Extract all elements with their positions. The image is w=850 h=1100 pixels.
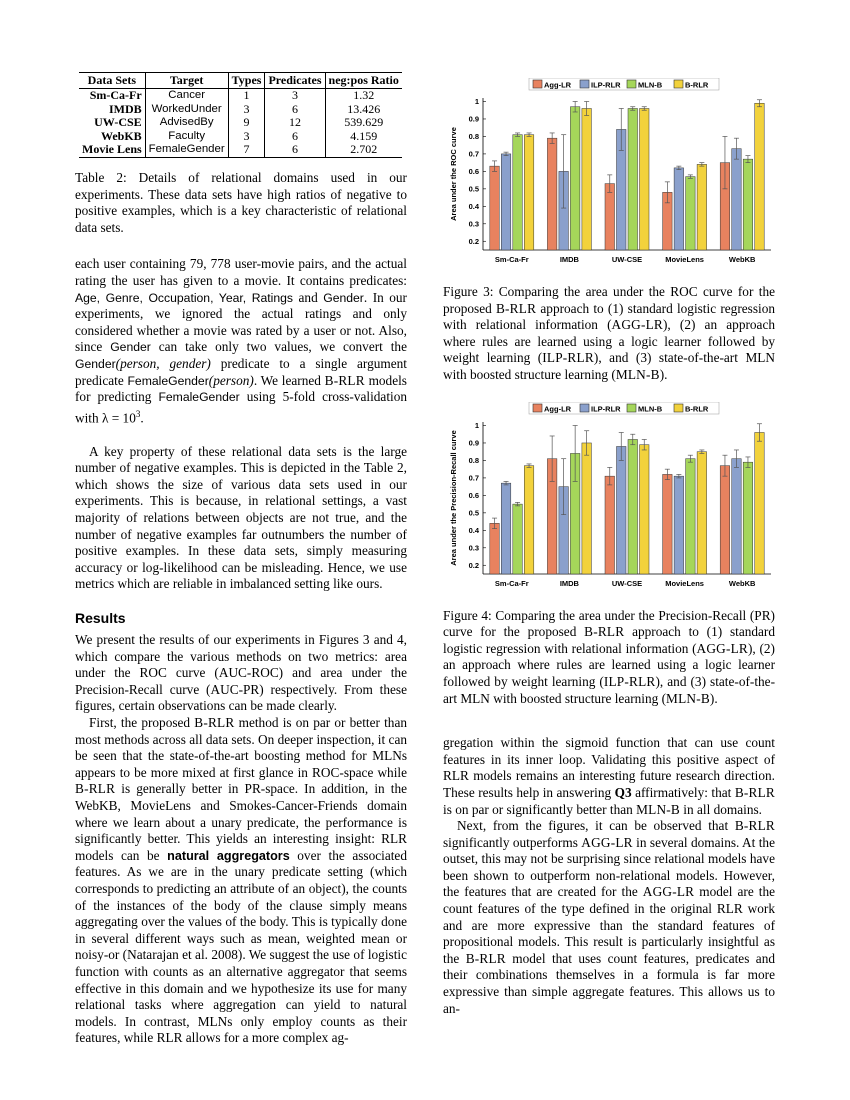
legend-swatch — [533, 404, 542, 412]
bar — [743, 462, 753, 574]
legend-swatch — [580, 80, 589, 88]
table-cell: Faculty — [145, 130, 228, 144]
paragraph-movielens: each user containing 79, 778 user-movie pairs, and the actual rating the user has given to a movie. It contains predicates: Age, Genre, Occupation, Year, Ratings and Gender. In our experiments, we ignored the actual ratings and only considered whether a movie was rated by a user or not. Also, since Gender can take only two values, we convert the Gender(person, gender) predicate to a single argument predicate FemaleGender(person). We learned B-RLR models for predicting FemaleGender using 5-fold cross-validation with $\lambda = 10^3$. — [75, 256, 408, 426]
y-tick-label: 0.3 — [468, 542, 479, 552]
table-cell: 3 — [228, 103, 265, 117]
legend-swatch — [580, 404, 589, 412]
table-cell: 6 — [265, 103, 325, 117]
table-cell: IMDB — [109, 101, 142, 116]
bar — [743, 159, 753, 250]
y-tick-label: 0.4 — [468, 201, 479, 211]
table-cell: 1.32 — [325, 89, 402, 103]
bar — [686, 458, 696, 573]
paragraph-agglr: Next, from the figures, it can be observed that B-RLR significantly outperforms AGG-LR in several domains. At the outset, this may not be surprising since relational models have been shown to outperform non-relational models. However, the features that are created for the AGG-LR model are the count features of the type defined in the original RLR work and are more expressive than the standard features of propositional models. This result is particularly insightful as the B-RLR model that uses count features, predicates and their combinations themselves in a formula is far more expressive than simple aggregate features. This allows us to an- — [443, 818, 775, 1016]
legend-swatch — [533, 80, 542, 88]
table-cell: 6 — [265, 130, 325, 144]
table-cell: Movie Lens — [79, 143, 145, 157]
y-tick-label: 1 — [474, 420, 479, 430]
paragraph-results-intro: We present the results of our experiments in Figures 3 and 4, which compare the various methods on two metrics: area under the ROC curve (AUC-ROC) and area under the Precision-Recall curve (AUC-PR) respectively. From these figures, certain observations can be made clearly. — [75, 632, 407, 714]
table-row — [79, 103, 402, 117]
table-row — [79, 116, 402, 130]
bar — [697, 451, 707, 573]
figure-4-caption: Figure 4: Comparing the area under the Precision-Recall (PR) curve for the proposed B-RLR approach to (1) standard logistic regression with relational information (AGG-LR), (2) an approach where rules are learned using a logic learner followed by weight learning (ILP-RLR), and (3) state-of-the-art MLN with boosted structure learning (MLN-B). — [443, 607, 776, 706]
bar — [674, 476, 684, 574]
table-cell: 12 — [265, 116, 325, 130]
bar — [720, 465, 730, 573]
bar — [582, 443, 592, 574]
legend-swatch — [674, 404, 683, 412]
bar — [490, 523, 500, 574]
y-axis-label: Area under the ROC curve — [449, 127, 458, 221]
bar — [617, 446, 627, 574]
left-column — [75, 72, 407, 1047]
legend-swatch — [627, 404, 636, 412]
y-tick-label: 0.4 — [468, 525, 479, 535]
y-axis-label: Area under the Precision-Recall curve — [449, 429, 458, 566]
y-tick-label: 0.3 — [468, 219, 479, 229]
bar — [640, 108, 650, 250]
bar — [628, 108, 638, 250]
table-header-row — [79, 73, 402, 89]
bar — [686, 177, 696, 250]
table-cell: 7 — [228, 143, 265, 157]
table-cell: 6 — [265, 143, 325, 157]
legend-label: MLN-B — [638, 404, 663, 414]
x-tick-label: IMDB — [559, 255, 579, 264]
bar — [663, 474, 673, 574]
legend-swatch — [674, 80, 683, 88]
x-tick-label: MovieLens — [665, 255, 704, 264]
y-tick-label: 0.7 — [468, 472, 479, 482]
legend-label: B-RLR — [685, 404, 709, 414]
table-cell: WorkedUnder — [145, 103, 228, 117]
table-cell: 539.629 — [325, 116, 402, 130]
bar — [755, 103, 765, 250]
bar — [524, 135, 534, 250]
bar — [732, 149, 742, 250]
bar — [582, 108, 592, 250]
legend-label: Agg-LR — [544, 80, 572, 90]
legend-swatch — [627, 80, 636, 88]
table-row — [79, 143, 402, 157]
bar — [524, 465, 534, 573]
figure-3-roc-chart — [443, 78, 775, 278]
table-row — [79, 89, 402, 103]
results-heading: Results — [75, 610, 126, 627]
y-tick-label: 1 — [474, 96, 479, 106]
figure-3-caption: Figure 3: Comparing the area under the ROC curve for the proposed B-RLR approach to (1) standard logistic regression with relational information (AGG-LR), (2) an approach where rules are learned using a logic learner followed by weight learning (ILP-RLR), and (3) state-of-the-art MLN with boosted structure learning (MLN-B). — [443, 284, 775, 382]
right-column — [443, 72, 775, 1017]
bar — [513, 135, 523, 250]
legend-label: ILP-RLR — [591, 80, 621, 90]
y-tick-label: 0.5 — [468, 507, 479, 517]
legend-label: B-RLR — [685, 80, 709, 90]
table-cell: 2.702 — [325, 143, 402, 157]
table-cell: 9 — [228, 116, 265, 130]
y-tick-label: 0.9 — [468, 438, 479, 448]
x-tick-label: Sm-Ca-Fr — [494, 255, 529, 264]
legend-label: Agg-LR — [544, 404, 572, 414]
y-tick-label: 0.2 — [468, 560, 479, 570]
table-header-cell: Target — [145, 73, 228, 89]
paragraph-negatives: A key property of these relational data sets is the large number of negative examples. This is depicted in the Table 2, which shows the size of various data sets used in our experiments. This is because, in relational settings, a vast majority of relations between objects are not true, and the number of negative examples far outnumbers the number of positive examples. In these data sets, simply measuring accuracy or log-likelihood can be misleading. Hence, we use metrics which are reliable in imbalanced setting like ours. — [75, 443, 407, 592]
table-cell: AdvisedBy — [145, 116, 228, 130]
x-tick-label: UW-CSE — [611, 578, 643, 588]
table-header-cell: Data Sets — [79, 73, 145, 89]
table-cell: 13.426 — [325, 103, 402, 117]
table-header-cell: Predicates — [265, 73, 325, 89]
bar — [501, 483, 511, 574]
y-tick-label: 0.9 — [468, 114, 479, 124]
y-tick-label: 0.7 — [468, 149, 479, 159]
table-cell: 1 — [228, 89, 265, 103]
legend-label: ILP-RLR — [591, 404, 621, 414]
y-tick-label: 0.5 — [468, 184, 479, 194]
paragraph-aggregation: gregation within the sigmoid function that can use count features in its inner loop. Validating this positive aspect of RLR models remains an interesting future research direction. These results help in answering Q3 affirmatively: that B-RLR is on par or significantly better than MLN-B in all domains. — [443, 735, 775, 817]
x-tick-label: IMDB — [559, 578, 579, 588]
table-body — [79, 89, 402, 158]
y-tick-label: 0.8 — [468, 455, 479, 465]
table-row — [79, 130, 402, 144]
table-cell: FemaleGender — [145, 143, 228, 157]
y-tick-label: 0.6 — [468, 490, 479, 500]
table-cell: 4.159 — [325, 130, 402, 144]
table-cell: 3 — [265, 89, 325, 103]
legend-label: MLN-B — [638, 80, 663, 90]
table-2-caption: Table 2: Details of relational domains used in our experiments. These data sets have high ratios of negative to positive examples, which is a key characteristic of relational data sets. — [75, 169, 407, 235]
table-cell: Cancer — [145, 89, 228, 103]
table-cell: WebKB — [100, 128, 142, 143]
paragraph-results-first: First, the proposed B-RLR method is on par or better than most methods across all data sets. On deeper inspection, it can be seen that the state-of-the-art boosting method for MLNs appears to be more mixed at first glance in ROC-space while B-RLR is generally better in PR-space. In addition, in the WebKB, MovieLens and Smokes-Cancer-Friends domain where we learn about a unary predicate, the performance is significantly better. This yields an interesting insight: RLR models can be natural aggregators over the associated features. As we are in the unary predicate setting (which corresponds to predicting an attribute of an object), the counts of the instances of the body of the clause simply means aggregating over the values of the body. This is typically done in several different ways such as mean, weighted mean or noisy-or (Natarajan et al. 2008). We suggest the use of logistic function with counts as an alternative aggregator that seems effective in this domain and we hypothesize its use for many relational tasks where aggregation can yield to natural models. In contrast, MLNs only employ counts as their features, while RLR allows for a more complex ag- — [75, 715, 407, 1046]
bar — [490, 166, 500, 250]
bar — [732, 458, 742, 573]
bar — [605, 476, 615, 574]
x-tick-label: MovieLens — [665, 578, 704, 588]
table-cell: Sm-Ca-Fr — [89, 88, 142, 102]
table-2 — [79, 72, 402, 158]
y-tick-label: 0.6 — [468, 166, 479, 176]
table-header-cell: Types — [228, 73, 265, 89]
bar — [501, 154, 511, 250]
x-tick-label: WebKB — [728, 255, 756, 264]
y-tick-label: 0.8 — [468, 131, 479, 141]
bar — [547, 138, 557, 250]
bar — [697, 164, 707, 250]
bar — [640, 444, 650, 573]
x-tick-label: WebKB — [728, 578, 756, 588]
bar — [513, 504, 523, 574]
bar — [755, 432, 765, 574]
table-header-cell: neg:pos Ratio — [325, 73, 402, 89]
bar — [628, 439, 638, 574]
x-tick-label: UW-CSE — [611, 255, 643, 264]
table-cell: UW-CSE — [94, 115, 142, 130]
figure-4-pr-chart — [443, 402, 775, 602]
x-tick-label: Sm-Ca-Fr — [494, 578, 529, 588]
bar — [674, 168, 684, 250]
y-tick-label: 0.2 — [468, 236, 479, 246]
bar — [570, 107, 580, 250]
bar — [605, 184, 615, 250]
table-cell: 3 — [228, 130, 265, 144]
